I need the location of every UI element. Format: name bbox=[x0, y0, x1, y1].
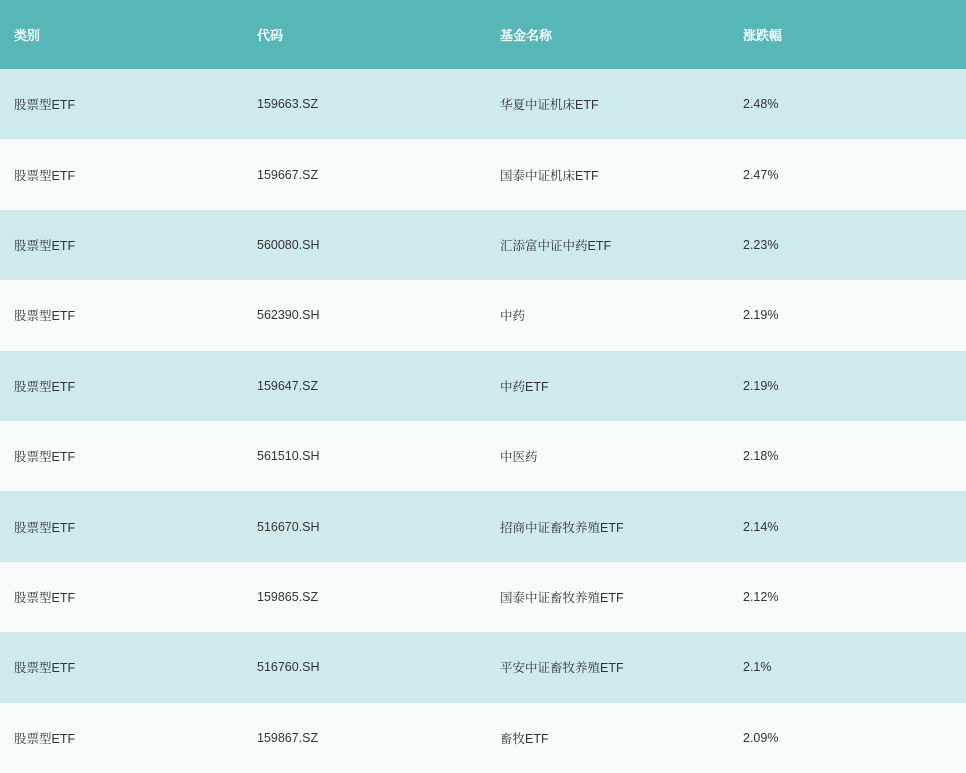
cell-category: 股票型ETF bbox=[0, 210, 243, 280]
cell-change-pct: 2.1% bbox=[729, 632, 966, 702]
column-header-change-pct: 涨跌幅 bbox=[729, 0, 966, 69]
cell-category: 股票型ETF bbox=[0, 69, 243, 139]
table-body bbox=[0, 69, 966, 773]
cell-code: 159663.SZ bbox=[243, 69, 486, 139]
table-row bbox=[0, 632, 966, 702]
cell-change-pct: 2.19% bbox=[729, 280, 966, 350]
cell-code: 561510.SH bbox=[243, 421, 486, 491]
cell-fund-name: 畜牧ETF bbox=[486, 703, 729, 773]
table-row bbox=[0, 421, 966, 491]
cell-change-pct: 2.47% bbox=[729, 139, 966, 209]
cell-fund-name: 汇添富中证中药ETF bbox=[486, 210, 729, 280]
column-header-fund-name: 基金名称 bbox=[486, 0, 729, 69]
table-header-row bbox=[0, 0, 966, 69]
cell-code: 516760.SH bbox=[243, 632, 486, 702]
cell-fund-name: 中药ETF bbox=[486, 351, 729, 421]
cell-category: 股票型ETF bbox=[0, 421, 243, 491]
table-row bbox=[0, 703, 966, 773]
table-row bbox=[0, 562, 966, 632]
cell-fund-name: 招商中证畜牧养殖ETF bbox=[486, 491, 729, 561]
table-header bbox=[0, 0, 966, 69]
table-row bbox=[0, 139, 966, 209]
cell-category: 股票型ETF bbox=[0, 491, 243, 561]
cell-code: 159647.SZ bbox=[243, 351, 486, 421]
cell-category: 股票型ETF bbox=[0, 280, 243, 350]
cell-change-pct: 2.12% bbox=[729, 562, 966, 632]
cell-code: 159667.SZ bbox=[243, 139, 486, 209]
table-row bbox=[0, 351, 966, 421]
cell-change-pct: 2.48% bbox=[729, 69, 966, 139]
cell-fund-name: 国泰中证畜牧养殖ETF bbox=[486, 562, 729, 632]
cell-code: 159865.SZ bbox=[243, 562, 486, 632]
cell-change-pct: 2.18% bbox=[729, 421, 966, 491]
cell-fund-name: 华夏中证机床ETF bbox=[486, 69, 729, 139]
cell-change-pct: 2.19% bbox=[729, 351, 966, 421]
cell-fund-name: 中药 bbox=[486, 280, 729, 350]
cell-fund-name: 平安中证畜牧养殖ETF bbox=[486, 632, 729, 702]
cell-category: 股票型ETF bbox=[0, 139, 243, 209]
cell-category: 股票型ETF bbox=[0, 562, 243, 632]
cell-change-pct: 2.09% bbox=[729, 703, 966, 773]
table-row bbox=[0, 69, 966, 139]
cell-code: 516670.SH bbox=[243, 491, 486, 561]
cell-fund-name: 中医药 bbox=[486, 421, 729, 491]
cell-fund-name: 国泰中证机床ETF bbox=[486, 139, 729, 209]
cell-category: 股票型ETF bbox=[0, 703, 243, 773]
cell-change-pct: 2.14% bbox=[729, 491, 966, 561]
cell-code: 159867.SZ bbox=[243, 703, 486, 773]
cell-change-pct: 2.23% bbox=[729, 210, 966, 280]
cell-code: 560080.SH bbox=[243, 210, 486, 280]
cell-category: 股票型ETF bbox=[0, 632, 243, 702]
table-row bbox=[0, 280, 966, 350]
table-row bbox=[0, 491, 966, 561]
table-row bbox=[0, 210, 966, 280]
column-header-code: 代码 bbox=[243, 0, 486, 69]
cell-category: 股票型ETF bbox=[0, 351, 243, 421]
cell-code: 562390.SH bbox=[243, 280, 486, 350]
column-header-category: 类别 bbox=[0, 0, 243, 69]
